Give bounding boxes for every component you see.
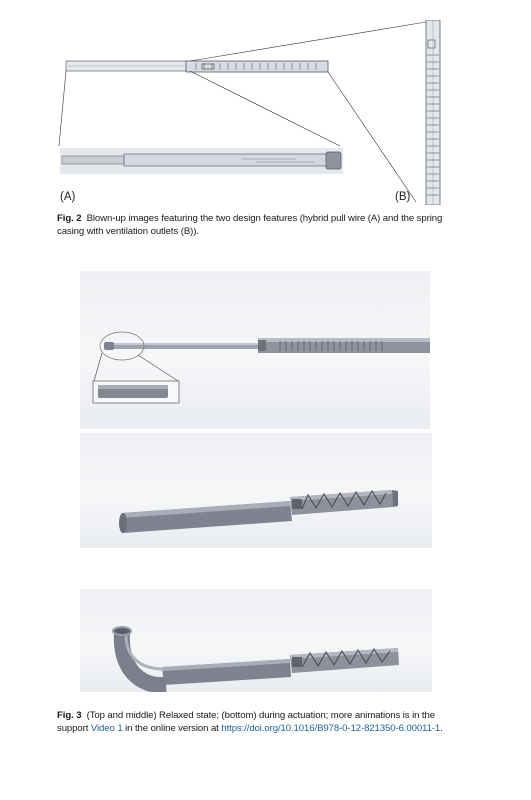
figure-3-caption-number: Fig. 3	[57, 710, 82, 721]
panel-label-b: (B)	[395, 191, 411, 203]
panel-label-a: (A)	[60, 191, 76, 203]
figure-3-top-render	[80, 271, 430, 429]
figure-3-caption	[57, 709, 467, 735]
figure-2-caption-number: Fig. 2	[57, 213, 82, 224]
video-link[interactable]: Video 1	[90, 723, 123, 735]
spring-casing-drawing	[424, 20, 442, 205]
figure-2-drawing	[56, 18, 456, 208]
figure-3-bottom-render	[80, 589, 432, 692]
relaxed-state-side-drawing	[80, 271, 430, 429]
doi-link[interactable]: https://doi.org/10.1016/B978-0-12-821350-6.00011-1	[221, 723, 441, 735]
actuated-state-drawing	[80, 589, 432, 692]
figure-2-caption	[57, 212, 467, 238]
figure-2-caption-text: Blown-up images featuring the two design features (hybrid pull wire (A) and the spring casing with ventilation outlets (B)).	[57, 213, 443, 238]
figure-3-caption-text-1: (Top and middle) Relaxed state; (bottom) during actuation; more animations is in the support	[57, 710, 435, 735]
figure-3-middle-render	[80, 433, 432, 548]
relaxed-state-iso-drawing	[80, 433, 432, 548]
figure-2	[56, 18, 456, 208]
figure-2-detail-b	[424, 20, 442, 205]
figure-3-caption-text-2: in the online version at	[125, 723, 219, 735]
figure-3-caption-end: .	[440, 723, 443, 735]
